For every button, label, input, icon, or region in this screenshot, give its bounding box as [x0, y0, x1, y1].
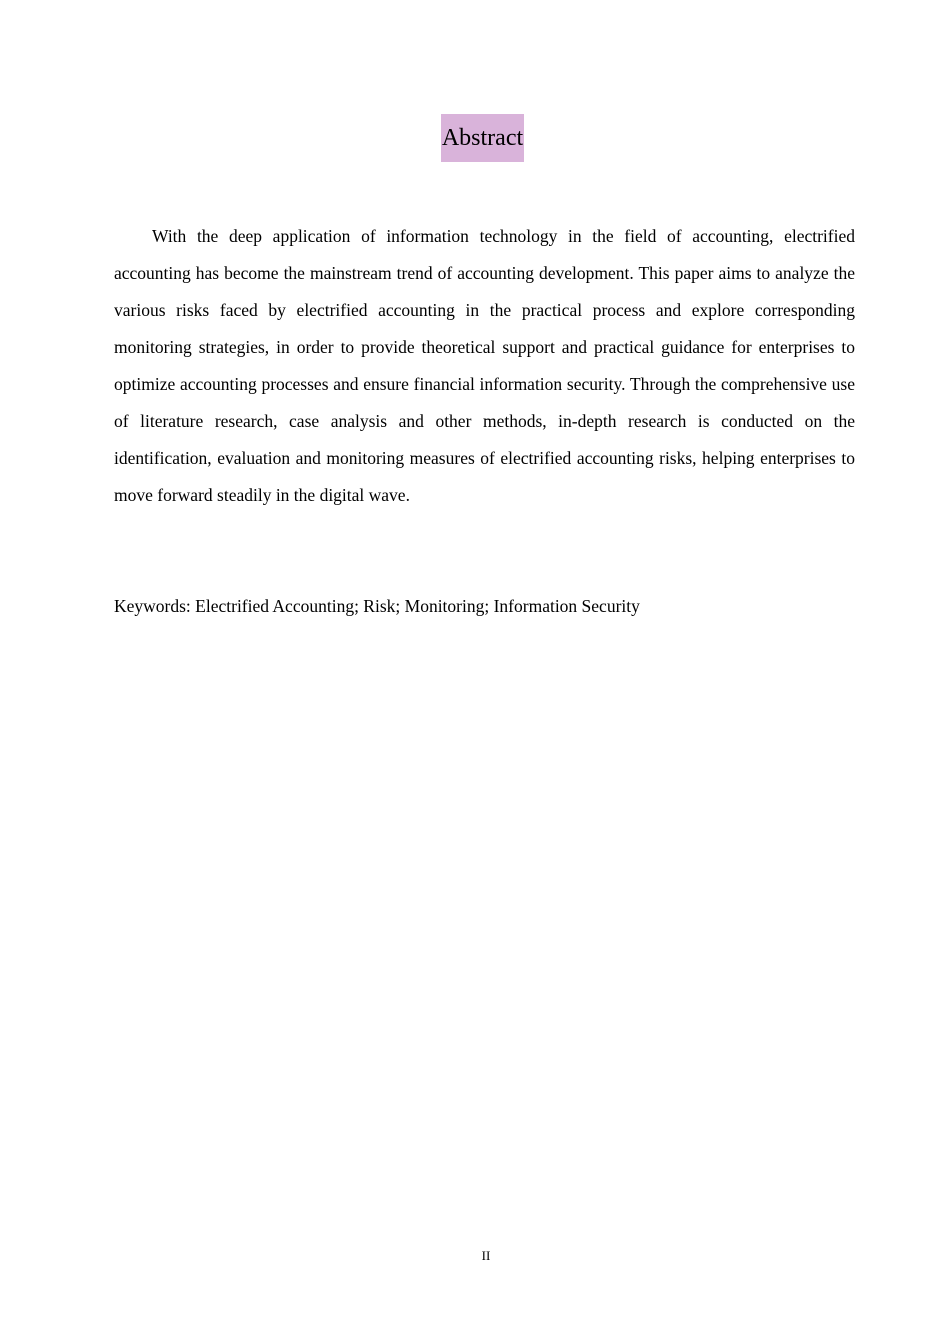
abstract-paragraph: With the deep application of information technology in the field of accounting, electrified accounting has become the mainstream trend of accounting development. This paper aims to analyze the various risks faced by electrified accounting in the practical process and explore corresponding monitoring strategies, in order to provide theoretical support and practical guidance for enterprises to optimize accounting processes and ensure financial information security. Through the comprehensive use of literature research, case analysis and other methods, in-depth research is conducted on the identification, evaluation and monitoring measures of electrified accounting risks, helping enterprises to move forward steadily in the digital wave. [114, 226, 855, 505]
title-container [0, 114, 950, 162]
keywords-line: Keywords: Electrified Accounting; Risk; Monitoring; Information Security [114, 596, 640, 616]
abstract-title: Abstract [441, 114, 524, 162]
page-number: II [481, 1248, 491, 1263]
